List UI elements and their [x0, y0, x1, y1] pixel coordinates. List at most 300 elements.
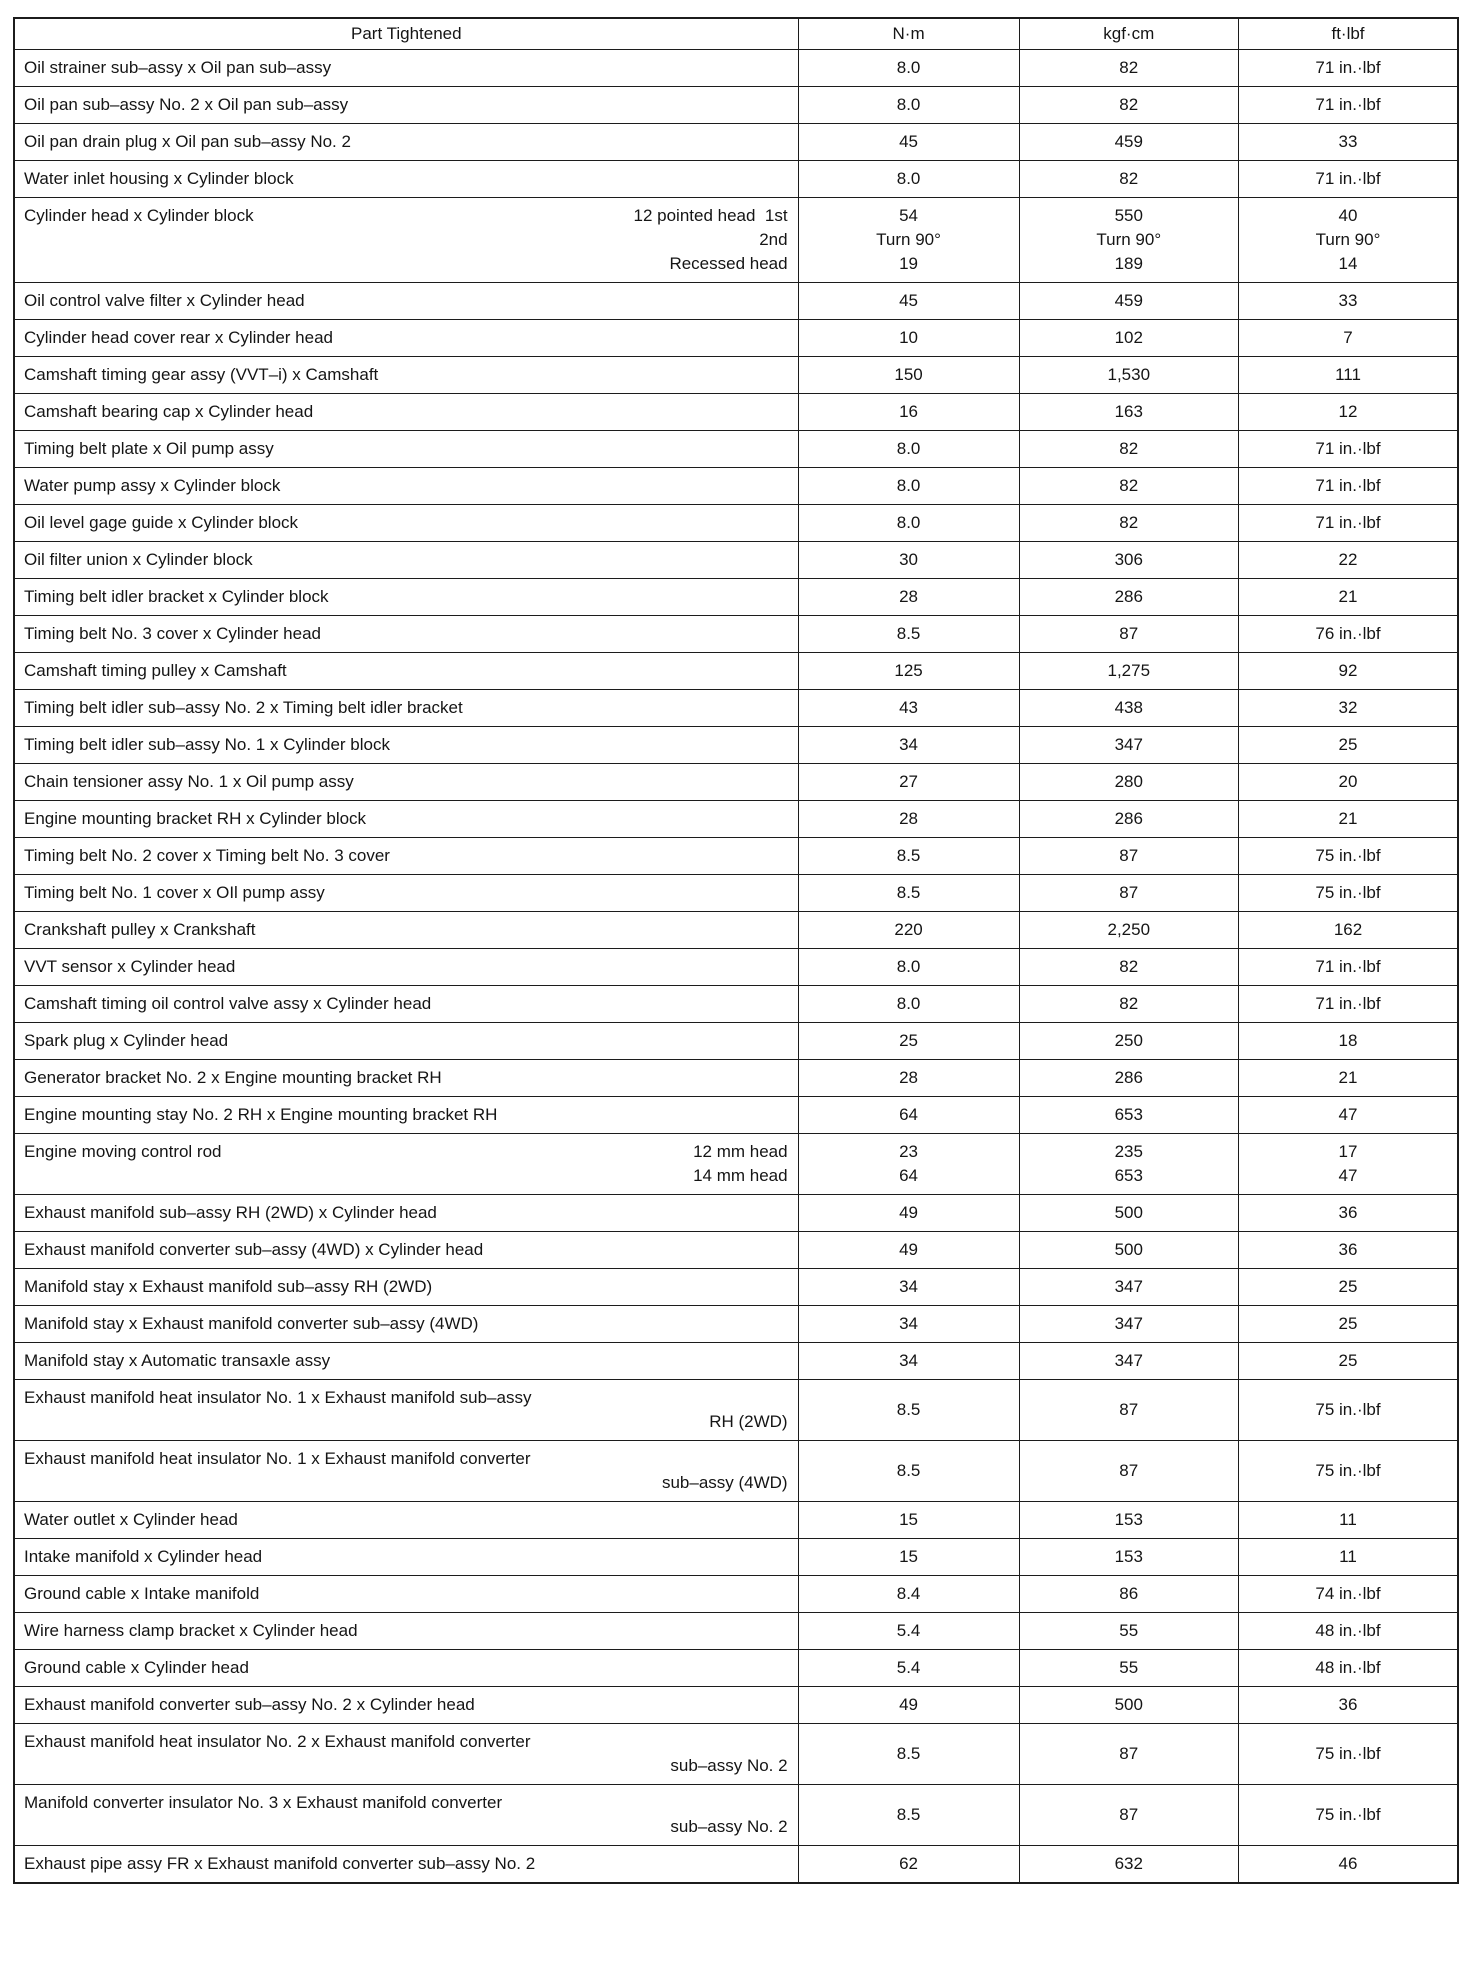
part-name: Chain tensioner assy No. 1 x Oil pump assy: [24, 772, 354, 791]
kgfcm-cell: [1019, 1785, 1238, 1846]
torque-value: 71 in.·lbf: [1315, 994, 1381, 1013]
nm-cell: [798, 1380, 1019, 1441]
part-name: Exhaust manifold sub–assy RH (2WD) x Cylinder head: [24, 1203, 437, 1222]
ftlbf-cell: [1239, 1343, 1459, 1380]
kgfcm-cell: [1019, 616, 1238, 653]
part-cell: [14, 87, 798, 124]
torque-value: 49: [899, 1695, 919, 1714]
ftlbf-cell: [1239, 320, 1459, 357]
kgfcm-cell: [1019, 838, 1238, 875]
torque-value: 8.5: [896, 1744, 921, 1763]
table-row: [14, 1576, 1458, 1613]
part-name: Timing belt plate x Oil pump assy: [24, 439, 274, 458]
part-cell: [14, 1724, 798, 1785]
torque-value: 64: [899, 1105, 919, 1124]
nm-cell: [798, 320, 1019, 357]
torque-value: 5.4: [896, 1621, 921, 1640]
ftlbf-cell: [1239, 1539, 1459, 1576]
kgfcm-cell: [1019, 1232, 1238, 1269]
table-row: [14, 1097, 1458, 1134]
torque-value: 25: [1338, 735, 1358, 754]
part-cell: [14, 50, 798, 87]
torque-value: 49: [899, 1203, 919, 1222]
part-name: Timing belt No. 2 cover x Timing belt No. 3 cover: [24, 846, 390, 865]
torque-value: 280: [1114, 772, 1143, 791]
torque-value: 8.5: [896, 883, 921, 902]
table-row: [14, 1343, 1458, 1380]
torque-value: 22: [1338, 550, 1358, 569]
torque-value: 189: [1114, 254, 1143, 273]
part-name: Ground cable x Intake manifold: [24, 1584, 260, 1603]
torque-value: 8.5: [896, 846, 921, 865]
kgfcm-cell: [1019, 1650, 1238, 1687]
torque-value: 48 in.·lbf: [1315, 1621, 1381, 1640]
ftlbf-cell: [1239, 949, 1459, 986]
table-row: [14, 394, 1458, 431]
table-row: [14, 542, 1458, 579]
torque-value: 347: [1114, 1314, 1143, 1333]
part-cell: [14, 1060, 798, 1097]
ftlbf-cell: [1239, 468, 1459, 505]
kgfcm-cell: [1019, 1097, 1238, 1134]
part-name: Camshaft bearing cap x Cylinder head: [24, 402, 314, 421]
kgfcm-cell: [1019, 986, 1238, 1023]
part-cell: [14, 1343, 798, 1380]
torque-value: 102: [1114, 328, 1143, 347]
nm-cell: [798, 801, 1019, 838]
table-row: [14, 1785, 1458, 1846]
variant-label: 14 mm head: [693, 1166, 788, 1185]
torque-value: 82: [1119, 476, 1139, 495]
torque-value: 54: [899, 206, 919, 225]
part-cell: [14, 1613, 798, 1650]
torque-value: 71 in.·lbf: [1315, 957, 1381, 976]
table-row: [14, 986, 1458, 1023]
kgfcm-cell: [1019, 431, 1238, 468]
torque-value: 14: [1338, 254, 1358, 273]
table-row: [14, 616, 1458, 653]
ftlbf-cell: [1239, 616, 1459, 653]
torque-value: 1,275: [1107, 661, 1151, 680]
torque-value: 27: [899, 772, 919, 791]
part-name: Oil pan drain plug x Oil pan sub–assy No. 2: [24, 132, 351, 151]
torque-value: 71 in.·lbf: [1315, 95, 1381, 114]
torque-spec-table: [13, 17, 1459, 1884]
part-name: Timing belt No. 3 cover x Cylinder head: [24, 624, 322, 643]
torque-value: 49: [899, 1240, 919, 1259]
torque-value: 8.0: [896, 957, 921, 976]
part-cell: [14, 1846, 798, 1884]
torque-value: 62: [899, 1854, 919, 1873]
table-row: [14, 1023, 1458, 1060]
table-row: [14, 1060, 1458, 1097]
part-name: Generator bracket No. 2 x Engine mounting bracket RH: [24, 1068, 442, 1087]
part-name: Oil level gage guide x Cylinder block: [24, 513, 299, 532]
part-cell: [14, 505, 798, 542]
part-cell: [14, 1785, 798, 1846]
torque-value: 82: [1119, 957, 1139, 976]
header-nm: N·m: [798, 18, 1019, 50]
torque-value: 76 in.·lbf: [1315, 624, 1381, 643]
torque-value: 34: [899, 735, 919, 754]
nm-cell: [798, 1785, 1019, 1846]
torque-value: 632: [1114, 1854, 1143, 1873]
nm-cell: [798, 1613, 1019, 1650]
ftlbf-cell: [1239, 1441, 1459, 1502]
part-name: Ground cable x Cylinder head: [24, 1658, 249, 1677]
torque-value: 500: [1114, 1695, 1143, 1714]
table-row: [14, 124, 1458, 161]
nm-cell: [798, 87, 1019, 124]
torque-value: 18: [1338, 1031, 1358, 1050]
kgfcm-cell: [1019, 1343, 1238, 1380]
part-name: Manifold converter insulator No. 3 x Exhaust manifold converter: [24, 1793, 503, 1812]
torque-value: 163: [1114, 402, 1143, 421]
kgfcm-cell: [1019, 468, 1238, 505]
part-cell: [14, 579, 798, 616]
torque-value: 47: [1338, 1105, 1358, 1124]
torque-value: 500: [1114, 1240, 1143, 1259]
ftlbf-cell: [1239, 838, 1459, 875]
torque-value: 92: [1338, 661, 1358, 680]
torque-value: 82: [1119, 58, 1139, 77]
torque-value: 34: [899, 1314, 919, 1333]
torque-value: 21: [1338, 809, 1358, 828]
table-row: [14, 468, 1458, 505]
kgfcm-cell: [1019, 124, 1238, 161]
header-row: [14, 18, 1458, 50]
part-name: Oil strainer sub–assy x Oil pan sub–assy: [24, 58, 332, 77]
header-part-tightened: Part Tightened: [14, 18, 798, 50]
torque-value: 286: [1114, 1068, 1143, 1087]
part-name: Exhaust manifold heat insulator No. 1 x Exhaust manifold sub–assy: [24, 1388, 532, 1407]
part-name-continued: RH (2WD): [709, 1412, 788, 1431]
variant-label: 12 pointed head 1st: [633, 206, 788, 225]
table-row: [14, 1846, 1458, 1884]
torque-value: 250: [1114, 1031, 1143, 1050]
table-row: [14, 1613, 1458, 1650]
torque-value: 71 in.·lbf: [1315, 513, 1381, 532]
torque-value: 82: [1119, 994, 1139, 1013]
nm-cell: [798, 1539, 1019, 1576]
torque-value: 653: [1114, 1105, 1143, 1124]
torque-value: 33: [1338, 291, 1358, 310]
part-name: Camshaft timing oil control valve assy x Cylinder head: [24, 994, 432, 1013]
torque-value: 5.4: [896, 1658, 921, 1677]
torque-value: 8.0: [896, 994, 921, 1013]
nm-cell: [798, 1269, 1019, 1306]
kgfcm-cell: [1019, 198, 1238, 283]
nm-cell: [798, 468, 1019, 505]
kgfcm-cell: [1019, 1134, 1238, 1195]
torque-value: 12: [1338, 402, 1358, 421]
part-name: Intake manifold x Cylinder head: [24, 1547, 263, 1566]
part-cell: [14, 949, 798, 986]
torque-value: 15: [899, 1510, 919, 1529]
part-cell: [14, 124, 798, 161]
ftlbf-cell: [1239, 727, 1459, 764]
nm-cell: [798, 1576, 1019, 1613]
nm-cell: [798, 875, 1019, 912]
torque-value: 153: [1114, 1510, 1143, 1529]
torque-value: 25: [899, 1031, 919, 1050]
part-cell: [14, 1576, 798, 1613]
torque-value: 86: [1119, 1584, 1139, 1603]
kgfcm-cell: [1019, 1613, 1238, 1650]
table-row: [14, 1650, 1458, 1687]
torque-value: 111: [1335, 365, 1361, 384]
torque-value: 1,530: [1107, 365, 1151, 384]
ftlbf-cell: [1239, 1846, 1459, 1884]
torque-value: 48 in.·lbf: [1315, 1658, 1381, 1677]
torque-value: 33: [1338, 132, 1358, 151]
table-row: [14, 1195, 1458, 1232]
torque-value: 46: [1338, 1854, 1358, 1873]
torque-value: 87: [1119, 624, 1139, 643]
table-row: [14, 1539, 1458, 1576]
nm-cell: [798, 542, 1019, 579]
part-name: Oil control valve filter x Cylinder head: [24, 291, 305, 310]
part-name-continued: sub–assy No. 2: [670, 1817, 788, 1836]
kgfcm-cell: [1019, 875, 1238, 912]
table-row: [14, 87, 1458, 124]
part-name: Exhaust pipe assy FR x Exhaust manifold converter sub–assy No. 2: [24, 1854, 536, 1873]
kgfcm-cell: [1019, 1306, 1238, 1343]
part-name: Camshaft timing pulley x Camshaft: [24, 661, 287, 680]
torque-value: 286: [1114, 587, 1143, 606]
part-name: Engine moving control rod: [24, 1142, 222, 1161]
table-row: [14, 1134, 1458, 1195]
torque-value: 40: [1338, 206, 1358, 225]
nm-cell: [798, 505, 1019, 542]
part-name: Water pump assy x Cylinder block: [24, 476, 281, 495]
torque-value: 150: [894, 365, 923, 384]
torque-value: 87: [1119, 1744, 1139, 1763]
torque-value: 34: [899, 1351, 919, 1370]
torque-value: 75 in.·lbf: [1315, 883, 1381, 902]
part-name: Manifold stay x Exhaust manifold sub–assy RH (2WD): [24, 1277, 433, 1296]
kgfcm-cell: [1019, 912, 1238, 949]
ftlbf-cell: [1239, 1023, 1459, 1060]
part-name: Manifold stay x Exhaust manifold converter sub–assy (4WD): [24, 1314, 479, 1333]
torque-value: 10: [899, 328, 919, 347]
torque-value: 45: [899, 132, 919, 151]
nm-cell: [798, 1134, 1019, 1195]
torque-value: 87: [1119, 883, 1139, 902]
part-name: Cylinder head x Cylinder block: [24, 206, 254, 225]
part-cell: [14, 394, 798, 431]
table-row: [14, 50, 1458, 87]
table-row: [14, 1380, 1458, 1441]
torque-value: 8.5: [896, 1461, 921, 1480]
kgfcm-cell: [1019, 1724, 1238, 1785]
torque-value: Turn 90°: [876, 230, 941, 249]
torque-value: 8.5: [896, 1400, 921, 1419]
kgfcm-cell: [1019, 801, 1238, 838]
ftlbf-cell: [1239, 1613, 1459, 1650]
nm-cell: [798, 949, 1019, 986]
ftlbf-cell: [1239, 1097, 1459, 1134]
torque-value: 75 in.·lbf: [1315, 846, 1381, 865]
torque-value: 71 in.·lbf: [1315, 439, 1381, 458]
header-kgfcm: kgf·cm: [1019, 18, 1238, 50]
variant-label: Recessed head: [669, 254, 788, 273]
ftlbf-cell: [1239, 1195, 1459, 1232]
part-name: Oil pan sub–assy No. 2 x Oil pan sub–assy: [24, 95, 349, 114]
torque-value: 653: [1114, 1166, 1143, 1185]
torque-value: 87: [1119, 1461, 1139, 1480]
ftlbf-cell: [1239, 283, 1459, 320]
torque-value: 550: [1114, 206, 1143, 225]
ftlbf-cell: [1239, 1724, 1459, 1785]
torque-value: 286: [1114, 809, 1143, 828]
kgfcm-cell: [1019, 1060, 1238, 1097]
torque-value: 21: [1338, 1068, 1358, 1087]
ftlbf-cell: [1239, 505, 1459, 542]
table-row: [14, 1232, 1458, 1269]
nm-cell: [798, 1097, 1019, 1134]
torque-value: 75 in.·lbf: [1315, 1400, 1381, 1419]
kgfcm-cell: [1019, 1441, 1238, 1502]
kgfcm-cell: [1019, 1687, 1238, 1724]
part-cell: [14, 1023, 798, 1060]
part-cell: [14, 1539, 798, 1576]
nm-cell: [798, 1023, 1019, 1060]
torque-value: 28: [899, 809, 919, 828]
torque-value: 25: [1338, 1314, 1358, 1333]
part-cell: [14, 1650, 798, 1687]
torque-value: 8.5: [896, 1805, 921, 1824]
part-cell: [14, 1380, 798, 1441]
kgfcm-cell: [1019, 949, 1238, 986]
part-cell: [14, 727, 798, 764]
part-cell: [14, 801, 798, 838]
table-row: [14, 320, 1458, 357]
torque-value: 19: [899, 254, 919, 273]
part-cell: [14, 1195, 798, 1232]
torque-value: 459: [1114, 291, 1143, 310]
kgfcm-cell: [1019, 764, 1238, 801]
part-name-continued: sub–assy (4WD): [661, 1473, 788, 1492]
kgfcm-cell: [1019, 1195, 1238, 1232]
nm-cell: [798, 653, 1019, 690]
kgfcm-cell: [1019, 1269, 1238, 1306]
nm-cell: [798, 1846, 1019, 1884]
torque-value: 71 in.·lbf: [1315, 169, 1381, 188]
torque-value: 500: [1114, 1203, 1143, 1222]
nm-cell: [798, 727, 1019, 764]
part-cell: [14, 1502, 798, 1539]
kgfcm-cell: [1019, 87, 1238, 124]
torque-value: 235: [1114, 1142, 1143, 1161]
part-cell: [14, 1306, 798, 1343]
ftlbf-cell: [1239, 986, 1459, 1023]
table-row: [14, 1306, 1458, 1343]
table-row: [14, 161, 1458, 198]
torque-value: 87: [1119, 1400, 1139, 1419]
torque-value: 11: [1339, 1547, 1357, 1566]
part-cell: [14, 1097, 798, 1134]
torque-value: 8.0: [896, 476, 921, 495]
nm-cell: [798, 1502, 1019, 1539]
variant-label: 12 mm head: [693, 1142, 788, 1161]
nm-cell: [798, 986, 1019, 1023]
nm-cell: [798, 1195, 1019, 1232]
nm-cell: [798, 1687, 1019, 1724]
torque-value: 55: [1119, 1621, 1139, 1640]
torque-value: 74 in.·lbf: [1315, 1584, 1381, 1603]
ftlbf-cell: [1239, 50, 1459, 87]
torque-value: 25: [1338, 1277, 1358, 1296]
part-cell: [14, 1441, 798, 1502]
kgfcm-cell: [1019, 542, 1238, 579]
torque-value: 32: [1338, 698, 1358, 717]
ftlbf-cell: [1239, 394, 1459, 431]
table-row: [14, 764, 1458, 801]
torque-value: 36: [1338, 1240, 1358, 1259]
part-name: Water outlet x Cylinder head: [24, 1510, 238, 1529]
part-cell: [14, 198, 798, 283]
torque-value: 8.0: [896, 169, 921, 188]
torque-value: 30: [899, 550, 919, 569]
table-row: [14, 198, 1458, 283]
torque-value: 82: [1119, 95, 1139, 114]
nm-cell: [798, 50, 1019, 87]
part-cell: [14, 283, 798, 320]
part-name: Spark plug x Cylinder head: [24, 1031, 229, 1050]
part-name: Exhaust manifold heat insulator No. 2 x Exhaust manifold converter: [24, 1732, 531, 1751]
kgfcm-cell: [1019, 727, 1238, 764]
ftlbf-cell: [1239, 1785, 1459, 1846]
ftlbf-cell: [1239, 579, 1459, 616]
part-name: Engine mounting bracket RH x Cylinder block: [24, 809, 367, 828]
table-row: [14, 653, 1458, 690]
torque-value: 87: [1119, 1805, 1139, 1824]
table-row: [14, 1502, 1458, 1539]
nm-cell: [798, 838, 1019, 875]
torque-value: 36: [1338, 1695, 1358, 1714]
part-cell: [14, 542, 798, 579]
ftlbf-cell: [1239, 431, 1459, 468]
part-name: Exhaust manifold converter sub–assy (4WD) x Cylinder head: [24, 1240, 484, 1259]
ftlbf-cell: [1239, 1502, 1459, 1539]
table-row: [14, 357, 1458, 394]
part-name: Crankshaft pulley x Crankshaft: [24, 920, 256, 939]
ftlbf-cell: [1239, 542, 1459, 579]
kgfcm-cell: [1019, 394, 1238, 431]
ftlbf-cell: [1239, 653, 1459, 690]
part-cell: [14, 653, 798, 690]
part-name: Exhaust manifold converter sub–assy No. 2 x Cylinder head: [24, 1695, 475, 1714]
torque-value: 7: [1343, 328, 1353, 347]
nm-cell: [798, 1232, 1019, 1269]
kgfcm-cell: [1019, 161, 1238, 198]
nm-cell: [798, 124, 1019, 161]
torque-value: 45: [899, 291, 919, 310]
table-row: [14, 431, 1458, 468]
ftlbf-cell: [1239, 87, 1459, 124]
kgfcm-cell: [1019, 1846, 1238, 1884]
part-cell: [14, 875, 798, 912]
header-ftlbf: ft·lbf: [1239, 18, 1459, 50]
ftlbf-cell: [1239, 1060, 1459, 1097]
variant-label: 2nd: [759, 230, 788, 249]
kgfcm-cell: [1019, 579, 1238, 616]
nm-cell: [798, 690, 1019, 727]
ftlbf-cell: [1239, 764, 1459, 801]
part-cell: [14, 838, 798, 875]
table-row: [14, 579, 1458, 616]
